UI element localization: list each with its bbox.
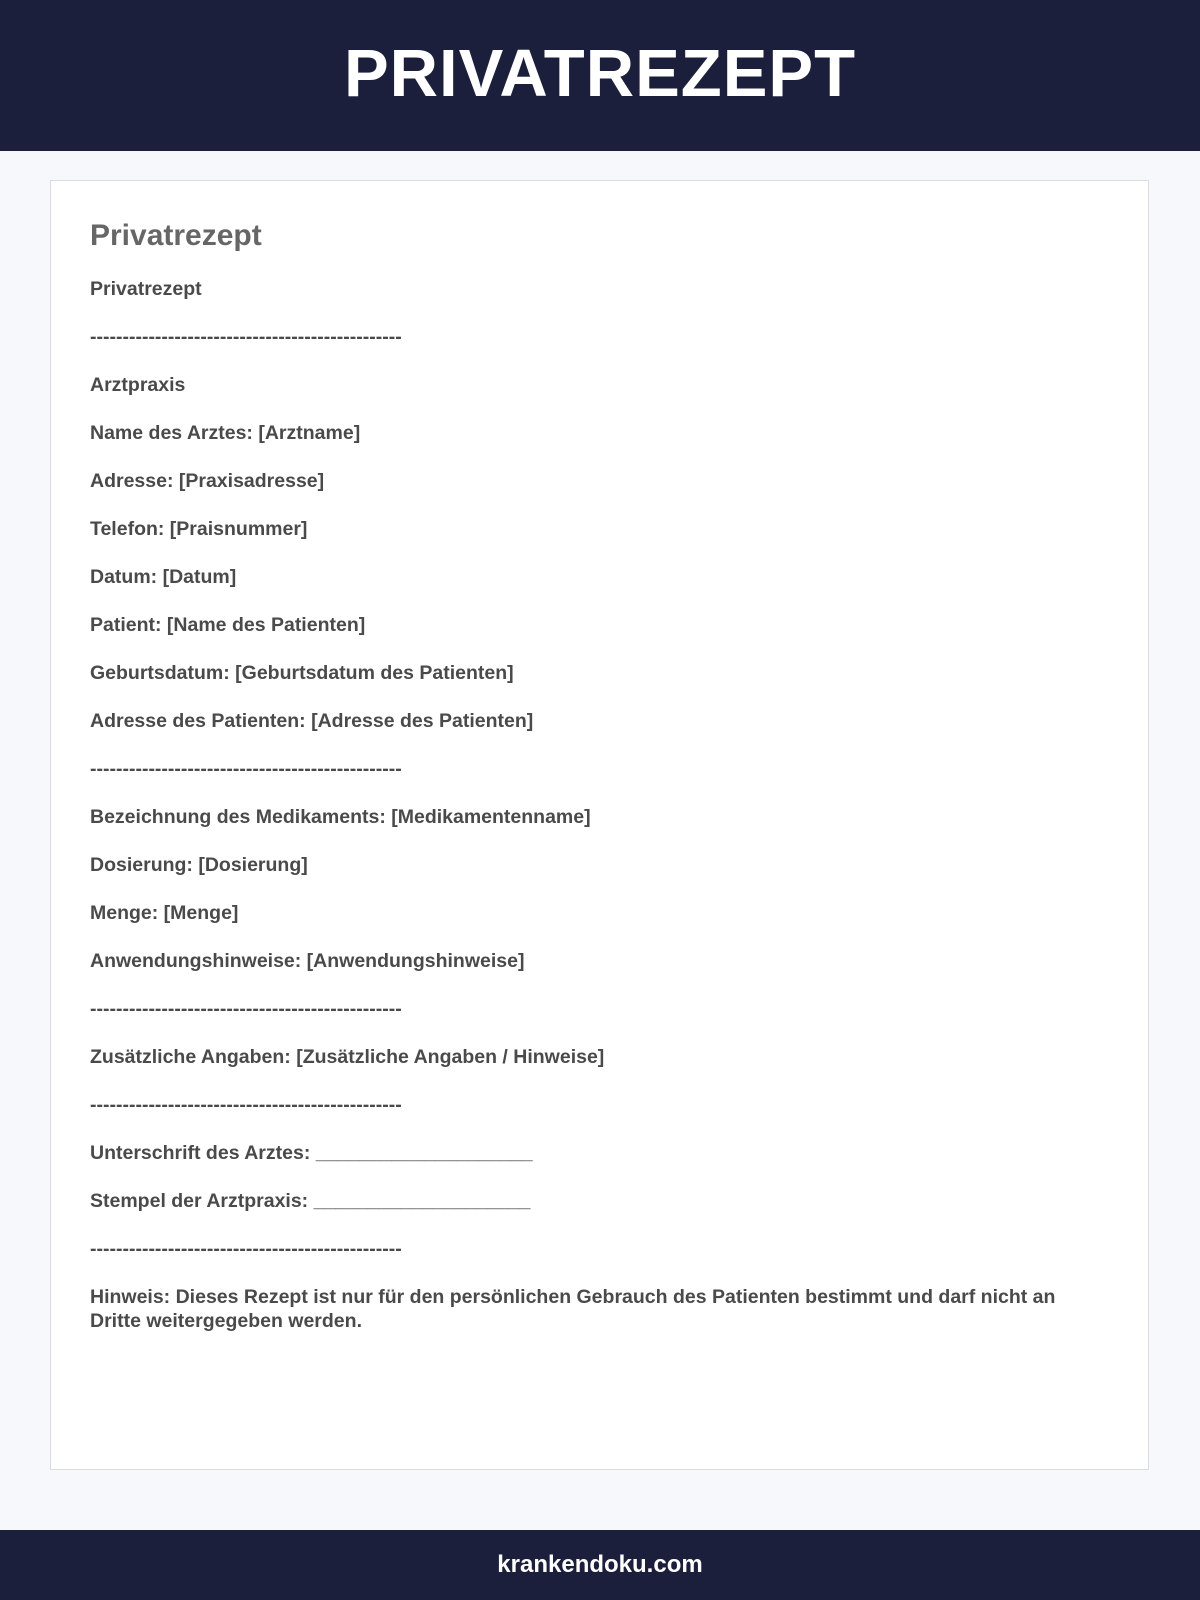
patient-address-line: Adresse des Patienten: [Adresse des Patienten] bbox=[90, 710, 534, 732]
page-header bbox=[0, 0, 1200, 151]
usage-notice: Hinweis: Dieses Rezept ist nur für den persönlichen Gebrauch des Patienten bestimmt und darf nicht an Dritte weitergegeben werden. bbox=[90, 1286, 1056, 1332]
separator-line: ------------------------------------------------ bbox=[90, 1094, 402, 1116]
doctor-signature-line: Unterschrift des Arztes: ____________________ bbox=[90, 1142, 533, 1164]
medication-name-line: Bezeichnung des Medikaments: [Medikamentenname] bbox=[90, 806, 591, 828]
prescription-document bbox=[50, 180, 1149, 1470]
practice-section-label: Arztpraxis bbox=[90, 374, 186, 396]
document-subtitle: Privatrezept bbox=[90, 278, 202, 300]
practice-stamp-line: Stempel der Arztpraxis: ____________________ bbox=[90, 1190, 531, 1212]
practice-address-line: Adresse: [Praxisadresse] bbox=[90, 470, 325, 492]
page-title: PRIVATREZEPT bbox=[343, 36, 857, 111]
separator-line: ------------------------------------------------ bbox=[90, 1238, 402, 1260]
date-line: Datum: [Datum] bbox=[90, 566, 237, 588]
doctor-name-line: Name des Arztes: [Arztname] bbox=[90, 422, 361, 444]
footer-site-name: krankendoku.com bbox=[497, 1551, 703, 1578]
document-heading: Privatrezept bbox=[90, 219, 262, 252]
separator-line: ------------------------------------------------ bbox=[90, 326, 402, 348]
phone-line: Telefon: [Praisnummer] bbox=[90, 518, 308, 540]
separator-line: ------------------------------------------------ bbox=[90, 758, 402, 780]
usage-instructions-line: Anwendungshinweise: [Anwendungshinweise] bbox=[90, 950, 525, 972]
birth-date-line: Geburtsdatum: [Geburtsdatum des Patienten] bbox=[90, 662, 514, 684]
additional-info-line: Zusätzliche Angaben: [Zusätzliche Angaben / Hinweise] bbox=[90, 1046, 605, 1068]
quantity-line: Menge: [Menge] bbox=[90, 902, 239, 924]
patient-name-line: Patient: [Name des Patienten] bbox=[90, 614, 366, 636]
separator-line: ------------------------------------------------ bbox=[90, 998, 402, 1020]
page-footer bbox=[0, 1530, 1200, 1600]
dosage-line: Dosierung: [Dosierung] bbox=[90, 854, 308, 876]
